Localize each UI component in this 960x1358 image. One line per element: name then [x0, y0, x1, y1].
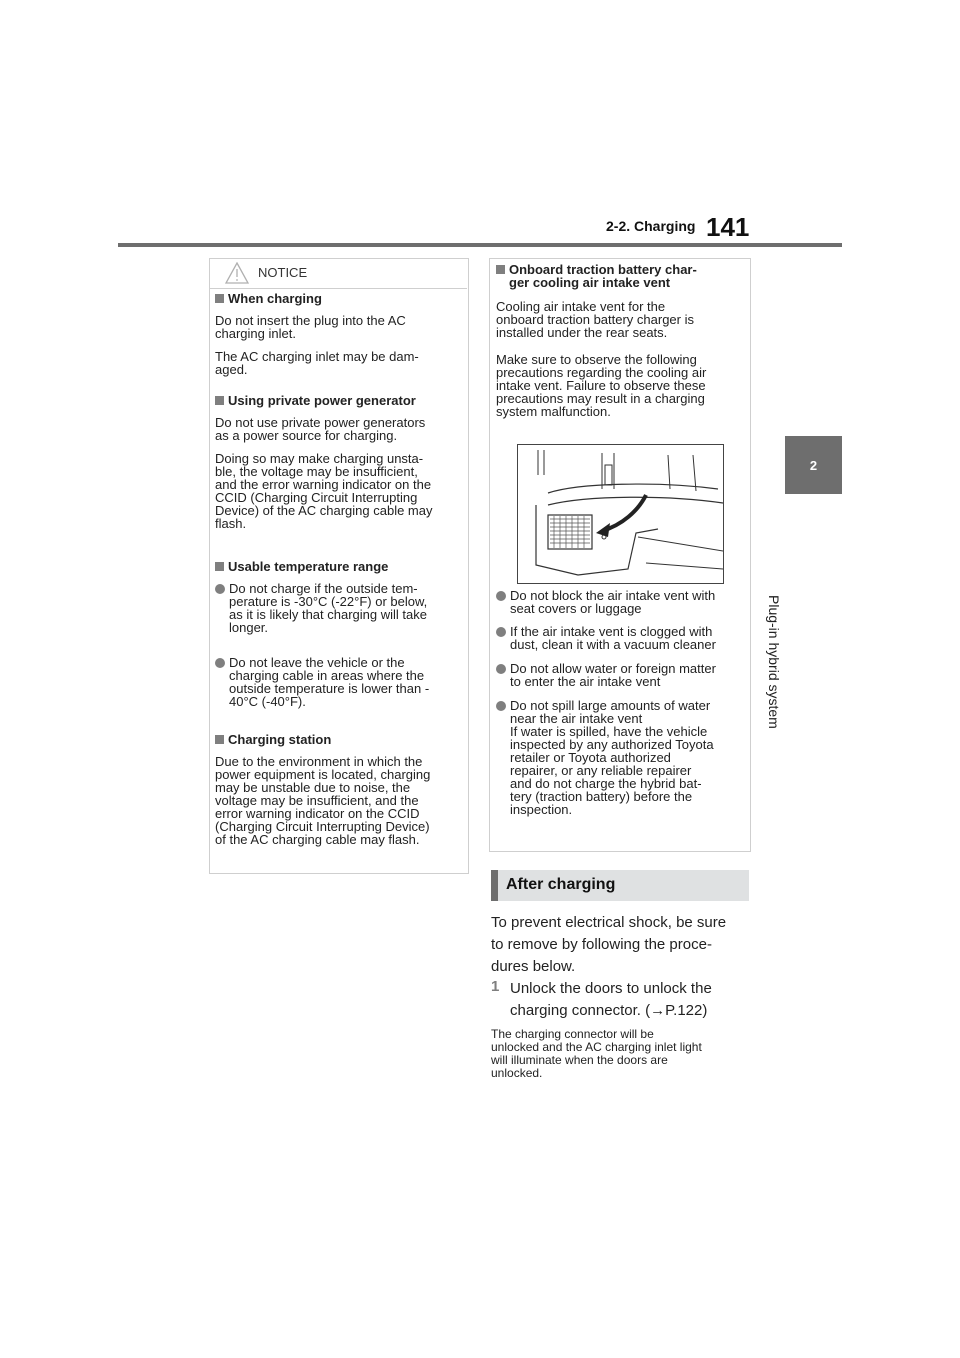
after-charging-intro: To prevent electrical shock, be sure to remove by following the proce- dures below. — [491, 914, 727, 975]
bullet-dot-icon — [496, 664, 506, 674]
header-rule — [118, 243, 842, 247]
bullet-dot-icon — [215, 584, 225, 594]
notice-title: NOTICE — [258, 265, 308, 280]
square-bullet-icon — [215, 396, 224, 405]
notice-heading-when-charging: When charging — [215, 292, 322, 305]
notice-paragraph: Doing so may make charging unsta- ble, the voltage may be insufficient, and the error warning indicator on the CCID (Charging Circuit Interrupting Device) of the AC charging cable may flash. — [215, 451, 433, 531]
bullet-dot-icon — [496, 627, 506, 637]
bullet-dot-icon — [496, 701, 506, 711]
cooling-vent-paragraph: Make sure to observe the following precautions regarding the cooling air intake vent. Failure to observe these precautions may result in a charging system malfunction. — [496, 352, 707, 419]
cooling-vent-heading: Onboard traction battery char- ger cooling air intake vent — [509, 262, 697, 290]
page-number: 141 — [706, 212, 750, 242]
notice-paragraph: Do not insert the plug into the AC charging inlet. — [215, 313, 406, 341]
chapter-title: Plug-in hybrid system — [766, 595, 782, 729]
air-intake-vent-illustration — [517, 444, 724, 584]
step-number: 1 — [491, 978, 500, 995]
notice-heading-charging-station: Charging station — [215, 733, 331, 746]
square-bullet-icon — [496, 265, 505, 274]
after-charging-note: The charging connector will be unlocked and the AC charging inlet light will illuminate when the doors are unlocked. — [491, 1027, 702, 1080]
cooling-vent-bullet: Do not block the air intake vent with seat covers or luggage — [510, 588, 716, 616]
cooling-vent-bullet: Do not spill large amounts of water near the air intake vent If water is spilled, have the vehicle inspected by any authorized Toyota retailer or Toyota authorized repairer, or any reliable repairer and do not charge the hybrid bat- tery (traction battery) before the inspection. — [510, 698, 714, 817]
bullet-dot-icon — [215, 658, 225, 668]
notice-bullet: Do not charge if the outside tem- perature is -30°C (-22°F) or below, as it is likely that charging will take longer. — [229, 581, 428, 635]
square-bullet-icon — [215, 735, 224, 744]
notice-paragraph: Do not use private power generators as a power source for charging. — [215, 415, 426, 443]
step-text: Unlock the doors to unlock the charging connector. (→P.122) — [510, 980, 712, 1019]
heading-accent — [491, 870, 498, 901]
chapter-number: 2 — [809, 457, 818, 473]
notice-paragraph: The AC charging inlet may be dam- aged. — [215, 349, 419, 377]
bullet-dot-icon — [496, 591, 506, 601]
cooling-vent-bullet: Do not allow water or foreign matter to enter the air intake vent — [510, 661, 716, 689]
square-bullet-icon — [215, 562, 224, 571]
notice-paragraph: Due to the environment in which the power equipment is located, charging may be unstable due to noise, the voltage may be insufficient, and the error warning indicator on the CCID (Charging Circuit Interrupting Device) of the AC charging cable may flash. — [215, 754, 431, 847]
section-label: 2-2. Charging — [606, 218, 696, 234]
notice-heading-private-generator: Using private power generator — [215, 394, 416, 407]
cooling-vent-bullet: If the air intake vent is clogged with dust, clean it with a vacuum cleaner — [510, 624, 716, 652]
chapter-tab[interactable] — [785, 436, 842, 494]
notice-heading-temperature: Usable temperature range — [215, 560, 388, 573]
square-bullet-icon — [215, 294, 224, 303]
warning-triangle-icon — [225, 262, 249, 284]
seat-vent-drawing — [518, 445, 723, 583]
cooling-vent-paragraph: Cooling air intake vent for the onboard traction battery charger is installed under the rear seats. — [496, 299, 694, 340]
after-charging-heading: After charging — [506, 876, 616, 893]
notice-bullet: Do not leave the vehicle or the charging cable in areas where the outside temperature is lower than - 40°C (-40°F). — [229, 655, 430, 709]
